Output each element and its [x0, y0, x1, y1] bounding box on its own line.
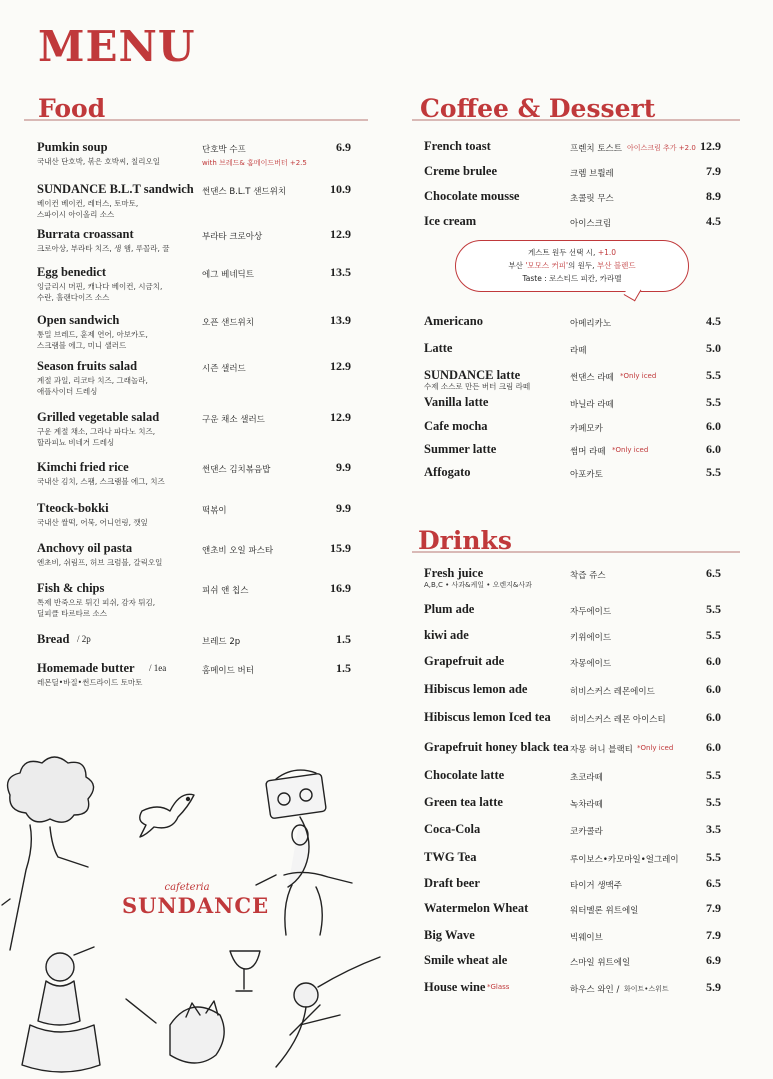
- food-item-korean: 홈메이드 버터: [202, 666, 254, 676]
- drink-item-unit: *Glass: [487, 983, 510, 991]
- coffee-item-name: Americano: [424, 314, 484, 328]
- drink-item-price: 6.5: [706, 566, 721, 580]
- bubble-line2-red1: '모모스 커피': [525, 261, 569, 270]
- drink-item-price: 6.0: [706, 654, 721, 668]
- coffee-item-name: Summer latte: [424, 442, 497, 456]
- drink-item-name: Chocolate latte: [424, 768, 505, 782]
- coffee-item-price: 5.0: [706, 341, 721, 355]
- food-item-name: Fish & chips: [37, 581, 105, 595]
- drink-item-korean: 타이거 생맥주: [570, 881, 622, 891]
- drink-item-korean: 자몽 허니 블랙티: [570, 745, 633, 755]
- dessert-item-price: 8.9: [706, 189, 721, 203]
- food-item-desc: 애플사이더 드레싱: [37, 387, 98, 396]
- drink-item-price: 6.0: [706, 710, 721, 724]
- coffee-item-desc: 수제 소스로 만든 버터 크림 라떼: [424, 382, 531, 391]
- drinks-heading: Drinks: [418, 526, 512, 555]
- food-item-price: 15.9: [330, 541, 351, 555]
- dessert-item-price: 4.5: [706, 214, 721, 228]
- coffee-item-note: *Only iced: [620, 372, 657, 380]
- drink-item-name: Big Wave: [424, 928, 475, 942]
- food-item-price: 10.9: [330, 182, 351, 196]
- food-item-name: Open sandwich: [37, 313, 120, 327]
- food-item-price: 12.9: [330, 227, 351, 241]
- dessert-item-note: 아이스크림 추가 +2.0: [627, 144, 696, 152]
- drink-item-price: 5.5: [706, 628, 721, 642]
- drink-item-price: 7.9: [706, 928, 721, 942]
- drink-item-name: Plum ade: [424, 602, 475, 616]
- food-item-name: SUNDANCE B.L.T sandwich: [37, 182, 194, 196]
- food-item-desc: 잉글리시 머핀, 캐나다 베이컨, 시금치,: [37, 282, 163, 291]
- drink-item-price: 6.5: [706, 876, 721, 890]
- dessert-item-korean: 프렌치 토스트: [570, 144, 622, 154]
- drink-item-name: TWG Tea: [424, 850, 477, 864]
- food-item-note: with 브레드& 홈메이드버터 +2.5: [202, 159, 307, 167]
- food-item-name: Homemade butter: [37, 661, 135, 675]
- drink-item-price: 5.5: [706, 795, 721, 809]
- drink-item-korean: 자몽에이드: [570, 659, 612, 669]
- food-item-korean: 썬댄스 B.L.T 샌드위치: [202, 187, 287, 197]
- boombox-character-drawing: [256, 770, 352, 935]
- drink-item-korean: 초코라떼: [570, 773, 603, 783]
- food-item-name: Anchovy oil pasta: [37, 541, 133, 555]
- coffee-item-note: *Only iced: [612, 446, 649, 454]
- coffee-heading: Coffee & Dessert: [420, 94, 656, 123]
- food-item-unit: / 2p: [77, 634, 91, 644]
- food-item-price: 13.9: [330, 313, 351, 327]
- page-title: MENU: [38, 22, 196, 71]
- coffee-item-name: Latte: [424, 341, 453, 355]
- bubble-line2-pre: 부산: [508, 261, 523, 270]
- coffee-item-name: Cafe mocha: [424, 419, 488, 433]
- drink-item-name: kiwi ade: [424, 628, 469, 642]
- food-item-price: 9.9: [336, 501, 351, 515]
- cat-drawing: [126, 999, 224, 1063]
- drink-item-price: 5.5: [706, 602, 721, 616]
- dessert-item-korean: 초콜릿 무스: [570, 194, 614, 204]
- food-item-name: Bread: [37, 632, 70, 646]
- drink-item-korean: 히비스커스 레몬에이드: [570, 687, 655, 697]
- food-item-desc: 국내산 단호박, 볶은 호박씨, 칠리오일: [37, 157, 160, 166]
- drink-item-korean: 히비스커스 레몬 아이스티: [570, 715, 666, 725]
- coffee-item-korean: 썸머 라떼: [570, 447, 606, 457]
- dancer-drawing: [276, 957, 380, 1067]
- coffee-rule: [412, 119, 740, 121]
- dessert-item-korean: 아이스크림: [570, 219, 612, 229]
- food-item-korean: 단호박 수프: [202, 145, 246, 155]
- coffee-item-korean: 썬댄스 라떼: [570, 373, 614, 383]
- coffee-item-price: 4.5: [706, 314, 721, 328]
- drinks-rule: [412, 551, 740, 553]
- food-item-korean: 구운 채소 샐러드: [202, 415, 265, 425]
- drink-item-price: 6.9: [706, 953, 721, 967]
- food-item-desc: 톡제 반죽으로 튀긴 피쉬, 감자 튀김,: [37, 598, 156, 607]
- guest-bean-bubble: [455, 240, 689, 292]
- food-item-name: Tteock-bokki: [37, 501, 109, 515]
- coffee-item-price: 5.5: [706, 368, 721, 382]
- food-item-korean: 부라타 크로아상: [202, 232, 263, 242]
- drink-item-note: *Only iced: [637, 744, 674, 752]
- drink-item-name: Watermelon Wheat: [424, 901, 529, 915]
- drink-item-name: Draft beer: [424, 876, 480, 890]
- drink-item-korean: 빅웨이브: [570, 933, 603, 943]
- food-item-price: 1.5: [336, 632, 351, 646]
- drink-item-price: 3.5: [706, 822, 721, 836]
- food-heading: Food: [38, 94, 106, 123]
- food-item-price: 6.9: [336, 140, 351, 154]
- coffee-item-price: 5.5: [706, 465, 721, 479]
- food-item-name: Kimchi fried rice: [37, 460, 129, 474]
- cafe-logo: [122, 882, 270, 918]
- coffee-item-korean: 아포카토: [570, 470, 603, 480]
- food-item-price: 1.5: [336, 661, 351, 675]
- drink-item-price: 5.5: [706, 850, 721, 864]
- food-item-korean: 오픈 샌드위치: [202, 318, 254, 328]
- bubble-line-1: [456, 246, 688, 259]
- drink-item-price: 5.5: [706, 768, 721, 782]
- drink-item-desc: A,B,C • 사과&케일 • 오렌지&사과: [424, 581, 532, 589]
- bubble-line2-mid: 의 원두,: [568, 261, 595, 270]
- logo-big-text: SUNDANCE: [122, 893, 270, 918]
- bubble-line1-text: 게스트 원두 선택 시,: [527, 248, 596, 257]
- drink-item-korean: 코카콜라: [570, 827, 603, 837]
- food-item-price: 12.9: [330, 410, 351, 424]
- drink-item-price: 6.0: [706, 740, 721, 754]
- food-item-korean: 시즌 샐러드: [202, 364, 246, 374]
- food-item-korean: 떡볶이: [202, 506, 227, 516]
- food-item-korean: 썬댄스 김치볶음밥: [202, 465, 271, 475]
- dessert-item-name: Creme brulee: [424, 164, 498, 178]
- food-item-name: Burrata croassant: [37, 227, 134, 241]
- food-item-korean: 브레드 2p: [202, 637, 241, 647]
- food-item-desc: 국내산 쌀떡, 어묵, 어니언링, 깻잎: [37, 518, 148, 527]
- drink-item-price: 5.9: [706, 980, 721, 994]
- coffee-item-korean: 아메리카노: [570, 319, 612, 329]
- food-item-korean: 에그 베네딕트: [202, 270, 254, 280]
- food-item-name: Grilled vegetable salad: [37, 410, 160, 424]
- food-rule: [24, 119, 368, 121]
- drink-item-price: 7.9: [706, 901, 721, 915]
- coffee-item-price: 5.5: [706, 395, 721, 409]
- drink-item-name: House wine: [424, 980, 486, 994]
- bird-drawing: [140, 794, 194, 837]
- coffee-item-price: 6.0: [706, 419, 721, 433]
- dessert-item-price: 12.9: [700, 139, 721, 153]
- dessert-item-price: 7.9: [706, 164, 721, 178]
- food-item-desc: 딜피클 타르타르 소스: [37, 609, 107, 618]
- food-item-name: Egg benedict: [37, 265, 107, 279]
- coffee-item-korean: 바닐라 라떼: [570, 400, 614, 410]
- food-item-desc: 통밀 브레드, 훈제 연어, 아보카도,: [37, 330, 148, 339]
- coffee-item-korean: 라떼: [570, 346, 587, 356]
- drink-item-price: 6.0: [706, 682, 721, 696]
- drink-item-korean: 자두에이드: [570, 607, 612, 617]
- food-item-price: 16.9: [330, 581, 351, 595]
- drink-item-korean: 스마일 위트에일: [570, 958, 631, 968]
- drink-item-name: Fresh juice: [424, 566, 484, 580]
- food-item-desc: 스크램블 에그, 미니 샐러드: [37, 341, 127, 350]
- food-item-korean: 앤초비 오일 파스타: [202, 546, 274, 556]
- coffee-item-price: 6.0: [706, 442, 721, 456]
- wine-glass-drawing: [230, 951, 260, 991]
- food-item-korean: 피쉬 앤 칩스: [202, 586, 249, 596]
- chess-character-drawing: [22, 947, 100, 1072]
- dessert-item-name: Ice cream: [424, 214, 477, 228]
- food-item-name: Pumkin soup: [37, 140, 108, 154]
- drink-item-name: Hibiscus lemon ade: [424, 682, 528, 696]
- food-item-name: Season fruits salad: [37, 359, 138, 373]
- dessert-item-name: French toast: [424, 139, 491, 153]
- coffee-item-name: SUNDANCE latte: [424, 368, 521, 382]
- food-item-unit: / 1ea: [149, 663, 167, 673]
- food-item-desc: 구운 계절 채소, 그라나 파다노 치즈,: [37, 427, 156, 436]
- dessert-item-name: Chocolate mousse: [424, 189, 520, 203]
- food-item-desc: 레몬딜•바질•썬드라이드 토마토: [37, 678, 143, 687]
- drink-item-name: Smile wheat ale: [424, 953, 508, 967]
- drink-item-korean: 녹차라떼: [570, 800, 603, 810]
- drink-item-korean: 착즙 쥬스: [570, 571, 606, 581]
- logo-small-text: cafeteria: [164, 882, 210, 893]
- food-item-desc: 계절 과일, 리코타 치즈, 그래놀라,: [37, 376, 148, 385]
- drink-item-korean: 워터멜론 위트에일: [570, 906, 639, 916]
- food-item-desc: 스파이시 아이올리 소스: [37, 210, 115, 219]
- bubble-line-2: [456, 259, 688, 272]
- drink-item-name: Hibiscus lemon Iced tea: [424, 710, 551, 724]
- food-item-desc: 국내산 김치, 스팸, 스크램블 에그, 치즈: [37, 477, 165, 486]
- coffee-item-name: Affogato: [424, 465, 471, 479]
- bubble-line-3: Taste : 로스티드 피칸, 카라멜: [522, 274, 622, 283]
- drink-item-name: Grapefruit ade: [424, 654, 505, 668]
- drink-item-name: Coca-Cola: [424, 822, 481, 836]
- drink-item-korean: 루이보스•카모마일•얼그레이: [570, 855, 679, 865]
- food-item-price: 13.5: [330, 265, 351, 279]
- drink-item-korean: 키위에이드: [570, 633, 612, 643]
- bubble-line1-price: +1.0: [597, 248, 617, 257]
- drink-item-korean-small: 화이트•스위트: [624, 985, 669, 993]
- coffee-item-name: Vanilla latte: [424, 395, 489, 409]
- food-item-desc: 할라피뇨 비네거 드레싱: [37, 438, 115, 447]
- drink-item-korean: 하우스 와인 /: [570, 985, 620, 995]
- dessert-item-korean: 크렘 브륄레: [570, 169, 614, 179]
- food-item-desc: 수란, 홀랜다이즈 소스: [37, 293, 110, 302]
- coffee-item-korean: 카페모카: [570, 424, 603, 434]
- food-item-desc: 크로아상, 부라타 치즈, 생 햄, 루꼴라, 꿀: [37, 244, 170, 253]
- drink-item-name: Green tea latte: [424, 795, 503, 809]
- drink-item-name: Grapefruit honey black tea: [424, 740, 569, 754]
- food-item-price: 9.9: [336, 460, 351, 474]
- food-item-desc: 엔초비, 쉬림프, 허브 크럼블, 갈릭오일: [37, 558, 163, 567]
- food-item-desc: 베이컨 베이컨, 레터스, 토마토,: [37, 199, 139, 208]
- bubble-line2-red2: 부산 블렌드: [596, 261, 636, 270]
- broccoli-drawing: [2, 757, 94, 950]
- food-item-price: 12.9: [330, 359, 351, 373]
